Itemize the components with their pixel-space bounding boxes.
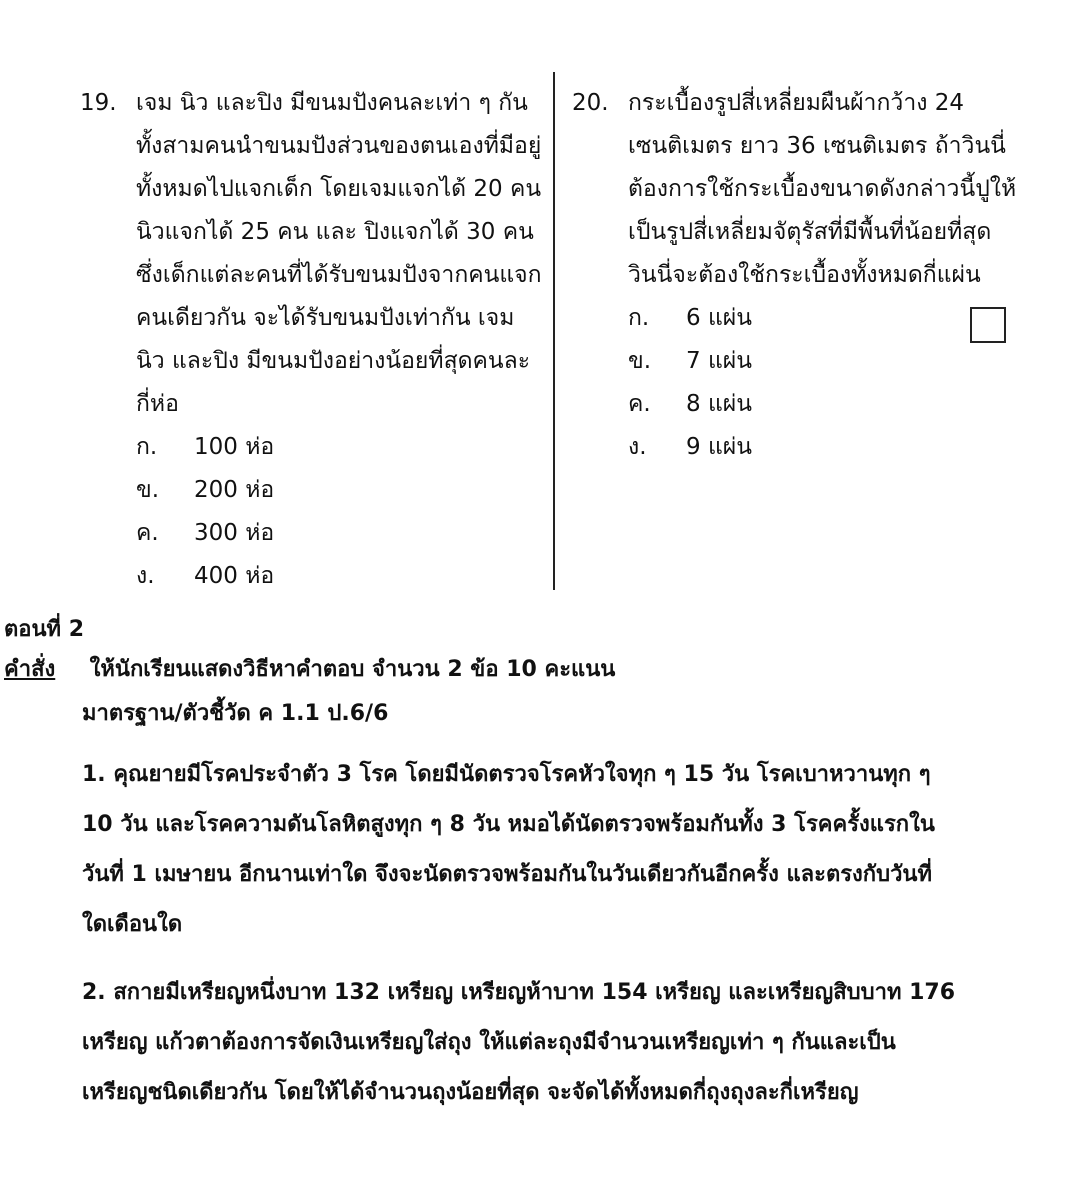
problem-line: ใดเดือนใด	[82, 912, 183, 937]
choice-option	[136, 555, 550, 598]
choice-option	[628, 383, 1022, 426]
question-text	[628, 82, 1022, 297]
choice-option	[628, 297, 1022, 340]
choice-option	[136, 426, 550, 469]
choice-label: ข.	[136, 477, 160, 503]
choice-list	[628, 297, 1022, 469]
choice-label: ค.	[136, 520, 159, 546]
choice-label: ข.	[628, 348, 652, 374]
question-line: เซนติเมตร ยาว 36 เซนติเมตร ถ้าวินนี่	[628, 133, 1006, 159]
choice-label: ง.	[136, 563, 155, 589]
choice-text: 7 แผ่น	[686, 348, 752, 374]
choice-text: 8 แผ่น	[686, 391, 752, 417]
problem-line: 2. สกายมีเหรียญหนึ่งบาท 132 เหรียญ เหรียญห้าบาท 154 เหรียญ และเหรียญสิบบาท 176	[82, 980, 956, 1005]
choice-text: 400 ห่อ	[194, 563, 275, 589]
choice-text: 300 ห่อ	[194, 520, 275, 546]
question-line: ซึ่งเด็กแต่ละคนที่ได้รับขนมปังจากคนแจก	[136, 262, 542, 288]
choice-option	[628, 340, 1022, 383]
question-line: คนเดียวกัน จะได้รับขนมปังเท่ากัน เจม	[136, 305, 515, 331]
instruction-row	[4, 652, 615, 688]
choice-text: 6 แผ่น	[686, 305, 752, 331]
choice-text: 100 ห่อ	[194, 434, 275, 460]
question-line: กี่ห่อ	[136, 391, 179, 417]
problem-line: เหรียญชนิดเดียวกัน โดยให้ได้จำนวนถุงน้อยที่สุด จะจัดได้ทั้งหมดกี่ถุงถุงละกี่เหรียญ	[82, 1080, 859, 1105]
question-text	[136, 82, 550, 426]
question-number: 20.	[572, 90, 609, 116]
question-line: ทั้งสามคนนำขนมปังส่วนของตนเองที่มีอยู่	[136, 133, 542, 159]
question-line: วินนี่จะต้องใช้กระเบื้องทั้งหมดกี่แผ่น	[628, 262, 981, 288]
question-line: กระเบื้องรูปสี่เหลี่ยมผืนผ้ากว้าง 24	[628, 90, 965, 116]
problem-1	[82, 750, 1042, 950]
problem-line: เหรียญ แก้วตาต้องการจัดเงินเหรียญใส่ถุง ให้แต่ละถุงมีจำนวนเหรียญเท่า ๆ กันและเป็น	[82, 1030, 896, 1055]
choice-text: 200 ห่อ	[194, 477, 275, 503]
problem-line: 10 วัน และโรคความดันโลหิตสูงทุก ๆ 8 วัน หมอได้นัดตรวจพร้อมกันทั้ง 3 โรคครั้งแรกใน	[82, 812, 935, 837]
problem-line: 1. คุณยายมีโรคประจำตัว 3 โรค โดยมีนัดตรวจโรคหัวใจทุก ๆ 15 วัน โรคเบาหวานทุก ๆ	[82, 762, 931, 787]
problem-2	[82, 968, 1042, 1118]
instruction-label: คำสั่ง	[4, 657, 56, 682]
question-line: นิวแจกได้ 25 คน และ ปิงแจกได้ 30 คน	[136, 219, 534, 245]
choice-option	[136, 512, 550, 555]
column-divider	[553, 72, 555, 590]
indicator-standard: มาตรฐาน/ตัวชี้วัด ค 1.1 ป.6/6	[82, 701, 389, 726]
question-19	[80, 82, 550, 598]
choice-label: ก.	[628, 305, 650, 331]
question-line: ต้องการใช้กระเบื้องขนาดดังกล่าวนี้ปูให้	[628, 176, 1017, 202]
problem-line: วันที่ 1 เมษายน อีกนานเท่าใด จึงจะนัดตรวจพร้อมกันในวันเดียวกันอีกครั้ง และตรงกับวันที่	[82, 862, 932, 887]
question-number: 19.	[80, 90, 117, 116]
choice-label: ง.	[628, 434, 647, 460]
choice-list	[136, 426, 550, 598]
choice-label: ค.	[628, 391, 651, 417]
question-line: นิว และปิง มีขนมปังอย่างน้อยที่สุดคนละ	[136, 348, 531, 374]
choice-label: ก.	[136, 434, 158, 460]
choice-option	[136, 469, 550, 512]
question-line: ทั้งหมดไปแจกเด็ก โดยเจมแจกได้ 20 คน	[136, 176, 542, 202]
question-20	[572, 82, 1022, 469]
answer-checkbox[interactable]	[970, 307, 1006, 343]
choice-option	[628, 426, 1022, 469]
question-line: เจม นิว และปิง มีขนมปังคนละเท่า ๆ กัน	[136, 90, 528, 116]
instruction-text: ให้นักเรียนแสดงวิธีหาคำตอบ จำนวน 2 ข้อ 10 คะแนน	[89, 657, 616, 682]
section-title: ตอนที่ 2	[4, 617, 85, 642]
question-line: เป็นรูปสี่เหลี่ยมจัตุรัสที่มีพื้นที่น้อยที่สุด	[628, 219, 992, 245]
choice-text: 9 แผ่น	[686, 434, 752, 460]
